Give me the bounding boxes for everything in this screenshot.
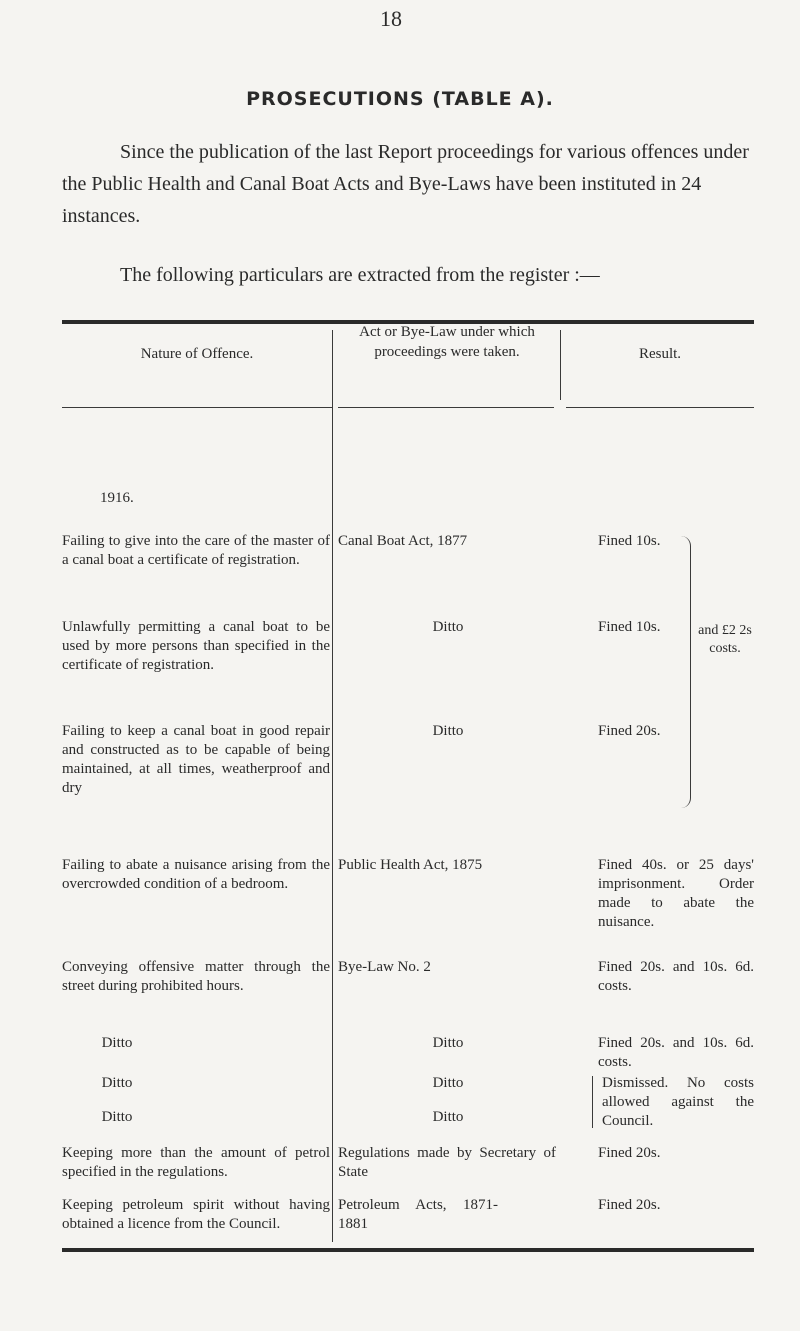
table-row-result: Fined 20s. (598, 723, 661, 739)
table-row-offence: Unlawfully permitting a canal boat to be used by more persons than specified in the certificate of registration. (62, 619, 330, 673)
table-row-act: Petroleum Acts, 1871-1881 (338, 1197, 498, 1232)
header-underline-3 (566, 407, 754, 408)
table-row-act: Ditto (432, 723, 464, 739)
header-result: Result. (638, 346, 682, 362)
column-divider-1 (332, 330, 333, 1242)
table-row-offence: Keeping petroleum spirit without having obtained a licence from the Council. (62, 1197, 330, 1232)
page-number: 18 (380, 6, 402, 31)
followup-paragraph: The following particulars are extracted from the register :— (120, 264, 600, 286)
brace-dismissed-note: Dismissed. No costs allowed against the Council. (602, 1075, 754, 1129)
table-bottom-rule (62, 1248, 754, 1252)
brace-rows-7-8 (592, 1076, 599, 1128)
header-underline-1 (62, 407, 332, 408)
table-row-result: Fined 20s. and 10s. 6d. costs. (598, 959, 754, 994)
table-row-offence: Failing to give into the care of the master of a canal boat a certificate of registration. (62, 533, 330, 568)
table-row-offence: Ditto (101, 1075, 133, 1091)
column-divider-2 (560, 330, 561, 400)
table-row-act: Public Health Act, 1875 (338, 857, 483, 873)
table-row-act: Canal Boat Act, 1877 (338, 533, 468, 549)
header-offence: Nature of Offence. (140, 346, 254, 362)
table-row-result: Fined 20s. (598, 1197, 661, 1213)
table-row-result: Fined 20s. and 10s. 6d. costs. (598, 1035, 754, 1070)
year-label: 1916. (100, 490, 134, 506)
table-row-act: Bye-Law No. 2 (338, 959, 431, 975)
brace-rows-1-3 (678, 536, 691, 808)
table-row-act: Ditto (432, 1109, 464, 1125)
header-act: Act or Bye-Law under which proceedings were taken. (359, 324, 535, 360)
table-row-act: Ditto (432, 619, 464, 635)
table-row-offence: Conveying offensive matter through the street during prohibited hours. (62, 959, 330, 994)
brace-costs-note: and £2 2s costs. (698, 623, 752, 656)
table-row-result: Fined 20s. (598, 1145, 661, 1161)
table-row-offence: Failing to abate a nuisance arising from the overcrowded condition of a bedroom. (62, 857, 330, 892)
table-row-result: Fined 10s. (598, 619, 661, 635)
table-row-offence: Failing to keep a canal boat in good repair and constructed as to be capable of being maintained, at all times, weatherproof and dry (62, 723, 330, 796)
table-row-result: Fined 10s. (598, 533, 661, 549)
table-row-offence: Ditto (101, 1035, 133, 1051)
table-row-offence: Keeping more than the amount of petrol specified in the regulations. (62, 1145, 330, 1180)
table-row-result: Fined 40s. or 25 days' imprisonment. Order made to abate the nuisance. (598, 857, 754, 930)
table-row-offence: Ditto (101, 1109, 133, 1125)
table-row-act: Ditto (432, 1035, 464, 1051)
table-row-act: Ditto (432, 1075, 464, 1091)
intro-paragraph: Since the publication of the last Report proceedings for various offences under the Public Health and Canal Boat Acts and Bye-Laws have been instituted in 24 instances. (62, 141, 749, 227)
table-row-act: Regulations made by Secretary of State (338, 1145, 556, 1180)
page-heading: PROSECUTIONS (TABLE A). (246, 88, 554, 110)
header-underline-2 (338, 407, 554, 408)
